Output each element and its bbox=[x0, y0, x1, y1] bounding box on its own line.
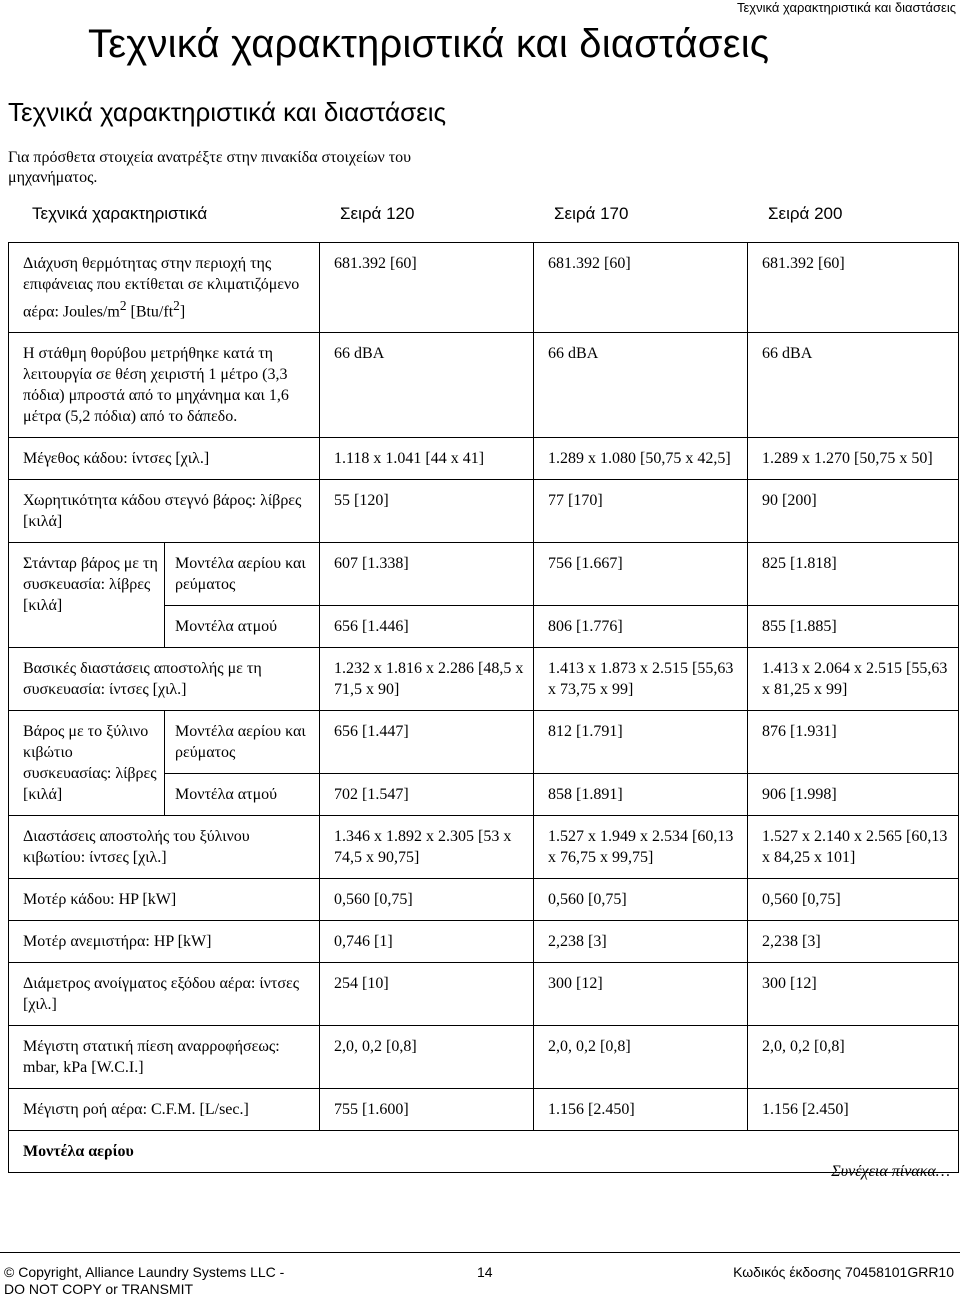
row-label: Μέγεθος κάδου: ίντσες [χιλ.] bbox=[9, 438, 320, 480]
value-series-120: 2,0, 0,2 [0,8] bbox=[320, 1026, 534, 1089]
value-series-120: 0,746 [1] bbox=[320, 921, 534, 963]
row-label: Βασικές διαστάσεις αποστολής με τη συσκευασία: ίντσες [χιλ.] bbox=[9, 648, 320, 711]
value-series-170: 756 [1.667] bbox=[534, 543, 748, 606]
table-row-crate-weight-gas bbox=[9, 711, 959, 774]
sub-label-steam: Μοντέλα ατμού bbox=[165, 606, 320, 648]
table-row-basket-size bbox=[9, 438, 959, 480]
row-label: Διάχυση θερμότητας στην περιοχή της επιφάνειας που εκτίθεται σε κλιματιζόμενο αέρα: Joules/$m^2$ $[Btu/ft^2]$ bbox=[9, 243, 320, 333]
value-series-200: 2,238 [3] bbox=[748, 921, 959, 963]
row-label: Χωρητικότητα κάδου στεγνό βάρος: λίβρες [κιλά] bbox=[9, 480, 320, 543]
table-row-crate-dimensions bbox=[9, 816, 959, 879]
edition-code: Κωδικός έκδοσης 70458101GRR10 bbox=[733, 1264, 954, 1280]
value-series-200: 1.527 x 2.140 x 2.565 [60,13 x 84,25 x 101] bbox=[748, 816, 959, 879]
value-series-170: 1.413 x 1.873 x 2.515 [55,63 x 73,75 x 99] bbox=[534, 648, 748, 711]
value-series-170: 300 [12] bbox=[534, 963, 748, 1026]
value-series-120: 656 [1.447] bbox=[320, 711, 534, 774]
value-series-170: 812 [1.791] bbox=[534, 711, 748, 774]
table-row-standard-weight-gas bbox=[9, 543, 959, 606]
row-label: Βάρος με το ξύλινο κιβώτιο συσκευασίας: λίβρες [κιλά] bbox=[9, 711, 165, 816]
value-series-200: 2,0, 0,2 [0,8] bbox=[748, 1026, 959, 1089]
row-label: Μέγιστη ροή αέρα: C.F.M. [L/sec.] bbox=[9, 1089, 320, 1131]
section-title: Τεχνικά χαρακτηριστικά και διαστάσεις bbox=[8, 97, 447, 127]
table-row-heat-dissipation bbox=[9, 243, 959, 333]
value-series-200: 300 [12] bbox=[748, 963, 959, 1026]
table-row-noise-level bbox=[9, 333, 959, 438]
row-label: Διαστάσεις αποστολής του ξύλινου κιβωτίου: ίντσες [χιλ.] bbox=[9, 816, 320, 879]
row-label: Μοτέρ κάδου: HP [kW] bbox=[9, 879, 320, 921]
value-series-200: 855 [1.885] bbox=[748, 606, 959, 648]
value-series-170: 858 [1.891] bbox=[534, 774, 748, 816]
value-series-200: 876 [1.931] bbox=[748, 711, 959, 774]
value-series-200: 825 [1.818] bbox=[748, 543, 959, 606]
value-series-200: 66 dBA bbox=[748, 333, 959, 438]
copyright-symbol: © bbox=[4, 1264, 15, 1280]
value-series-200: 0,560 [0,75] bbox=[748, 879, 959, 921]
row-label: Μέγιστη στατική πίεση αναρροφήσεως: mbar, kPa [W.C.I.] bbox=[9, 1026, 320, 1089]
continued-note: Συνέχεια πίνακα… bbox=[831, 1163, 950, 1180]
table-row-airflow bbox=[9, 1089, 959, 1131]
value-series-170: 0,560 [0,75] bbox=[534, 879, 748, 921]
value-series-170: 2,238 [3] bbox=[534, 921, 748, 963]
column-header-series-120: Σειρά 120 bbox=[340, 204, 415, 223]
value-series-170: 1.289 x 1.080 [50,75 x 42,5] bbox=[534, 438, 748, 480]
row-label: Στάνταρ βάρος με τη συσκευασία: λίβρες [κιλά] bbox=[9, 543, 165, 648]
value-series-170: 2,0, 0,2 [0,8] bbox=[534, 1026, 748, 1089]
footer-divider bbox=[0, 1252, 960, 1253]
value-series-170: 66 dBA bbox=[534, 333, 748, 438]
table-row-basket-capacity bbox=[9, 480, 959, 543]
table-row-fan-motor bbox=[9, 921, 959, 963]
value-series-120: 66 dBA bbox=[320, 333, 534, 438]
value-series-200: 1.156 [2.450] bbox=[748, 1089, 959, 1131]
value-series-120: 1.232 x 1.816 x 2.286 [48,5 x 71,5 x 90] bbox=[320, 648, 534, 711]
table-row-back-pressure bbox=[9, 1026, 959, 1089]
row-label: Μοτέρ ανεμιστήρα: HP [kW] bbox=[9, 921, 320, 963]
column-header-spec: Τεχνικά χαρακτηριστικά bbox=[32, 204, 208, 223]
table-row-gas-models-heading bbox=[9, 1131, 959, 1173]
column-header-series-170: Σειρά 170 bbox=[554, 204, 629, 223]
sub-label-steam: Μοντέλα ατμού bbox=[165, 774, 320, 816]
copyright-line-1: Copyright, Alliance Laundry Systems LLC - bbox=[14, 1264, 285, 1280]
value-series-200: 90 [200] bbox=[748, 480, 959, 543]
value-series-170: 806 [1.776] bbox=[534, 606, 748, 648]
value-series-200: 906 [1.998] bbox=[748, 774, 959, 816]
value-series-120: 755 [1.600] bbox=[320, 1089, 534, 1131]
value-series-120: 656 [1.446] bbox=[320, 606, 534, 648]
value-series-200: 681.392 [60] bbox=[748, 243, 959, 333]
value-series-120: 702 [1.547] bbox=[320, 774, 534, 816]
gas-models-heading: Μοντέλα αερίου bbox=[9, 1131, 959, 1173]
value-series-120: 55 [120] bbox=[320, 480, 534, 543]
running-header: Τεχνικά χαρακτηριστικά και διαστάσεις bbox=[736, 0, 956, 15]
value-series-120: 254 [10] bbox=[320, 963, 534, 1026]
value-series-170: 681.392 [60] bbox=[534, 243, 748, 333]
value-series-120: 607 [1.338] bbox=[320, 543, 534, 606]
value-series-170: 1.156 [2.450] bbox=[534, 1089, 748, 1131]
specs-table bbox=[8, 242, 959, 1173]
table-row-exhaust-diameter bbox=[9, 963, 959, 1026]
document-title: Τεχνικά χαρακτηριστικά και διαστάσεις bbox=[88, 22, 770, 66]
value-series-120: 1.118 x 1.041 [44 x 41] bbox=[320, 438, 534, 480]
value-series-200: 1.413 x 2.064 x 2.515 [55,63 x 81,25 x 99] bbox=[748, 648, 959, 711]
value-series-120: 0,560 [0,75] bbox=[320, 879, 534, 921]
sub-label-gas-electric: Μοντέλα αερίου και ρεύματος bbox=[165, 543, 320, 606]
value-series-200: 1.289 x 1.270 [50,75 x 50] bbox=[748, 438, 959, 480]
footer-copyright bbox=[4, 1264, 284, 1298]
column-header-series-200: Σειρά 200 bbox=[768, 204, 843, 223]
row-label: Η στάθμη θορύβου μετρήθηκε κατά τη λειτουργία σε θέση χειριστή 1 μέτρο (3,3 πόδια) μπροστά από το μηχάνημα και 1,6 μέτρα (5,2 πόδια) από το δάπεδο. bbox=[9, 333, 320, 438]
sub-label-gas-electric: Μοντέλα αερίου και ρεύματος bbox=[165, 711, 320, 774]
row-label: Διάμετρος ανοίγματος εξόδου αέρα: ίντσες [χιλ.] bbox=[9, 963, 320, 1026]
value-series-170: 1.527 x 1.949 x 2.534 [60,13 x 76,75 x 99,75] bbox=[534, 816, 748, 879]
value-series-120: 1.346 x 1.892 x 2.305 [53 x 74,5 x 90,75] bbox=[320, 816, 534, 879]
page-number: 14 bbox=[477, 1264, 493, 1280]
table-row-shipping-dimensions bbox=[9, 648, 959, 711]
copyright-line-2: DO NOT COPY or TRANSMIT bbox=[4, 1281, 194, 1297]
value-series-120: 681.392 [60] bbox=[320, 243, 534, 333]
value-series-170: 77 [170] bbox=[534, 480, 748, 543]
table-row-basket-motor bbox=[9, 879, 959, 921]
intro-text: Για πρόσθετα στοιχεία ανατρέξτε στην πινακίδα στοιχείων του μηχανήματος. bbox=[8, 149, 412, 186]
